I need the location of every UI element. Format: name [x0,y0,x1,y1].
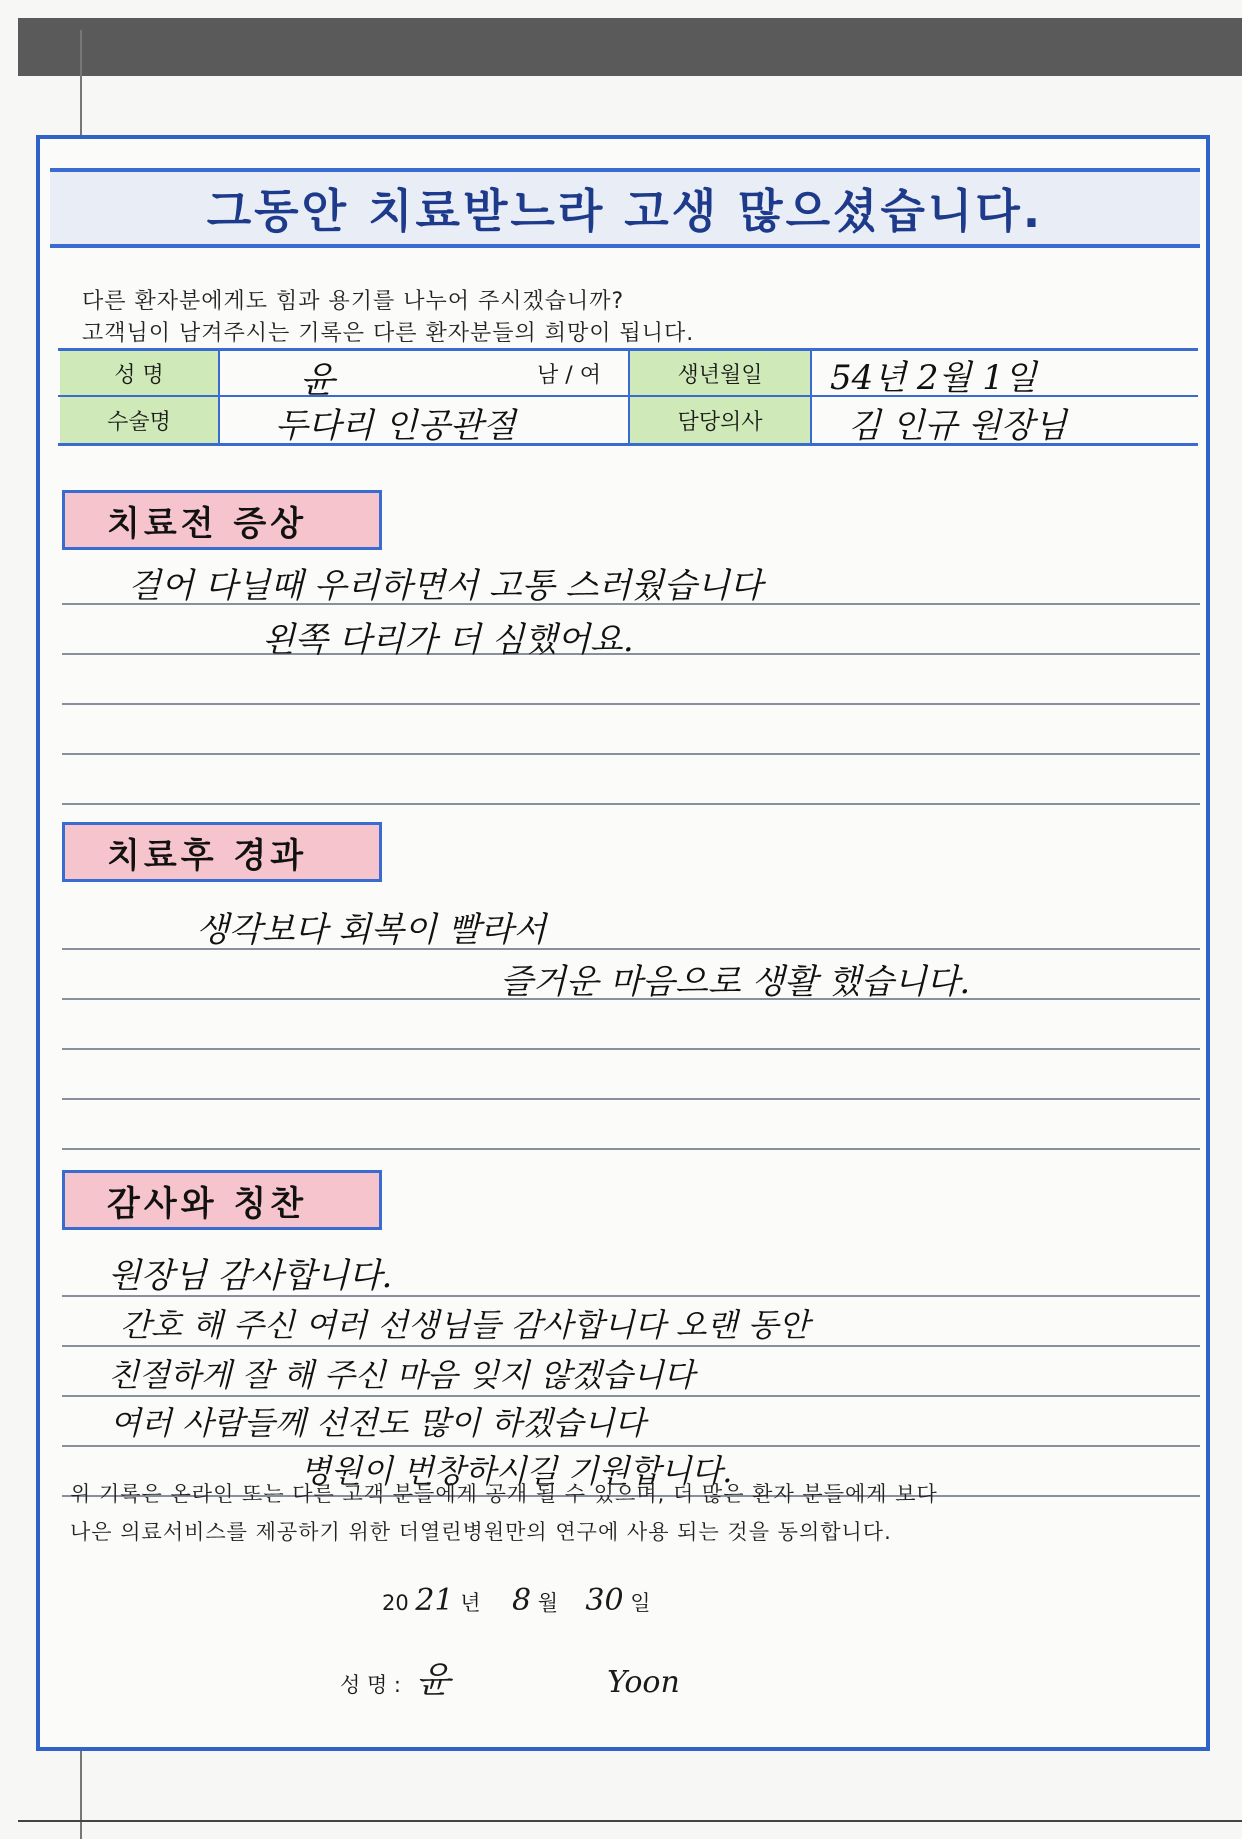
intro-line-2: 고객님이 남겨주시는 기록은 다른 환자분들의 희망이 됩니다. [82,321,695,346]
doctor-value: 김 인규 원장님 [848,406,1067,446]
thanks-text-line-2: 간호 해 주신 여러 선생님들 감사합니다 오랜 동안 [120,1306,810,1344]
consent-date [382,1583,651,1618]
ruled-line [62,1098,1200,1100]
info-col-divider [218,348,220,446]
ruled-line [62,753,1200,755]
ruled-line [62,1048,1200,1050]
name-value: 윤 [300,360,335,401]
thanks-text-line-1: 원장님 감사합니다. [108,1256,393,1296]
info-col-divider [810,348,812,446]
date-day: 30 [585,1583,624,1618]
thanks-text-line-5: 병원이 번창하시길 기원합니다. [300,1452,733,1490]
signature-row [340,1652,680,1703]
name-label: 성 명 [60,351,218,395]
before-text-line-1: 걸어 다닐때 우리하면서 고통 스러웠습니다 [128,566,763,606]
ruled-line [62,1148,1200,1150]
page-title: 그동안 치료받느라 고생 많으셨습니다. [206,184,1044,238]
section-header-after: 치료후 경과 [62,822,382,882]
consent-line-2: 나은 의료서비스를 제공하기 위한 더열린병원만의 연구에 사용 되는 것을 동의합니다. [70,1520,892,1544]
scan-edge [18,18,1242,76]
section-header-thanks: 감사와 칭찬 [62,1170,382,1230]
gender-option: 남 / 여 [537,362,601,388]
date-month-unit: 월 [537,1591,559,1615]
thanks-text-line-3: 친절하게 잘 해 주신 마음 잊지 않겠습니다 [108,1356,695,1394]
birth-label: 생년월일 [630,351,810,395]
birth-value: 54년 2월 1일 [830,358,1037,398]
after-text-line-1: 생각보다 회복이 빨라서 [196,910,547,950]
section-header-before: 치료전 증상 [62,490,382,550]
ruled-line [62,803,1200,805]
signature-scrawl: Yoon [607,1665,680,1700]
thanks-text-line-4: 여러 사람들께 선전도 많이 하겠습니다 [110,1404,646,1442]
ruled-line [62,703,1200,705]
date-month: 8 [511,1583,532,1618]
before-text-line-2: 왼쪽 다리가 더 심했어요. [262,620,634,660]
surgery-label: 수술명 [60,397,218,443]
scan-bottom-edge [18,1820,1242,1822]
after-text-line-2: 즐거운 마음으로 생활 했습니다. [500,962,971,1002]
surgery-value: 두다리 인공관절 [275,406,516,446]
signature-label: 성 명 : [340,1673,401,1697]
doctor-label: 담당의사 [630,397,810,443]
consent-line-1: 위 기록은 온라인 또는 다른 고객 분들에게 공개 될 수 있으며, 더 많은 환자 분들에게 보다 [70,1482,938,1506]
date-year-unit: 년 [460,1591,481,1615]
signature-name: 윤 [415,1660,451,1701]
date-day-unit: 일 [630,1591,651,1615]
date-prefix: 20 [382,1591,409,1615]
intro-line-1: 다른 환자분에게도 힘과 용기를 나누어 주시겠습니까? [82,289,625,314]
date-year: 21 [415,1583,454,1618]
